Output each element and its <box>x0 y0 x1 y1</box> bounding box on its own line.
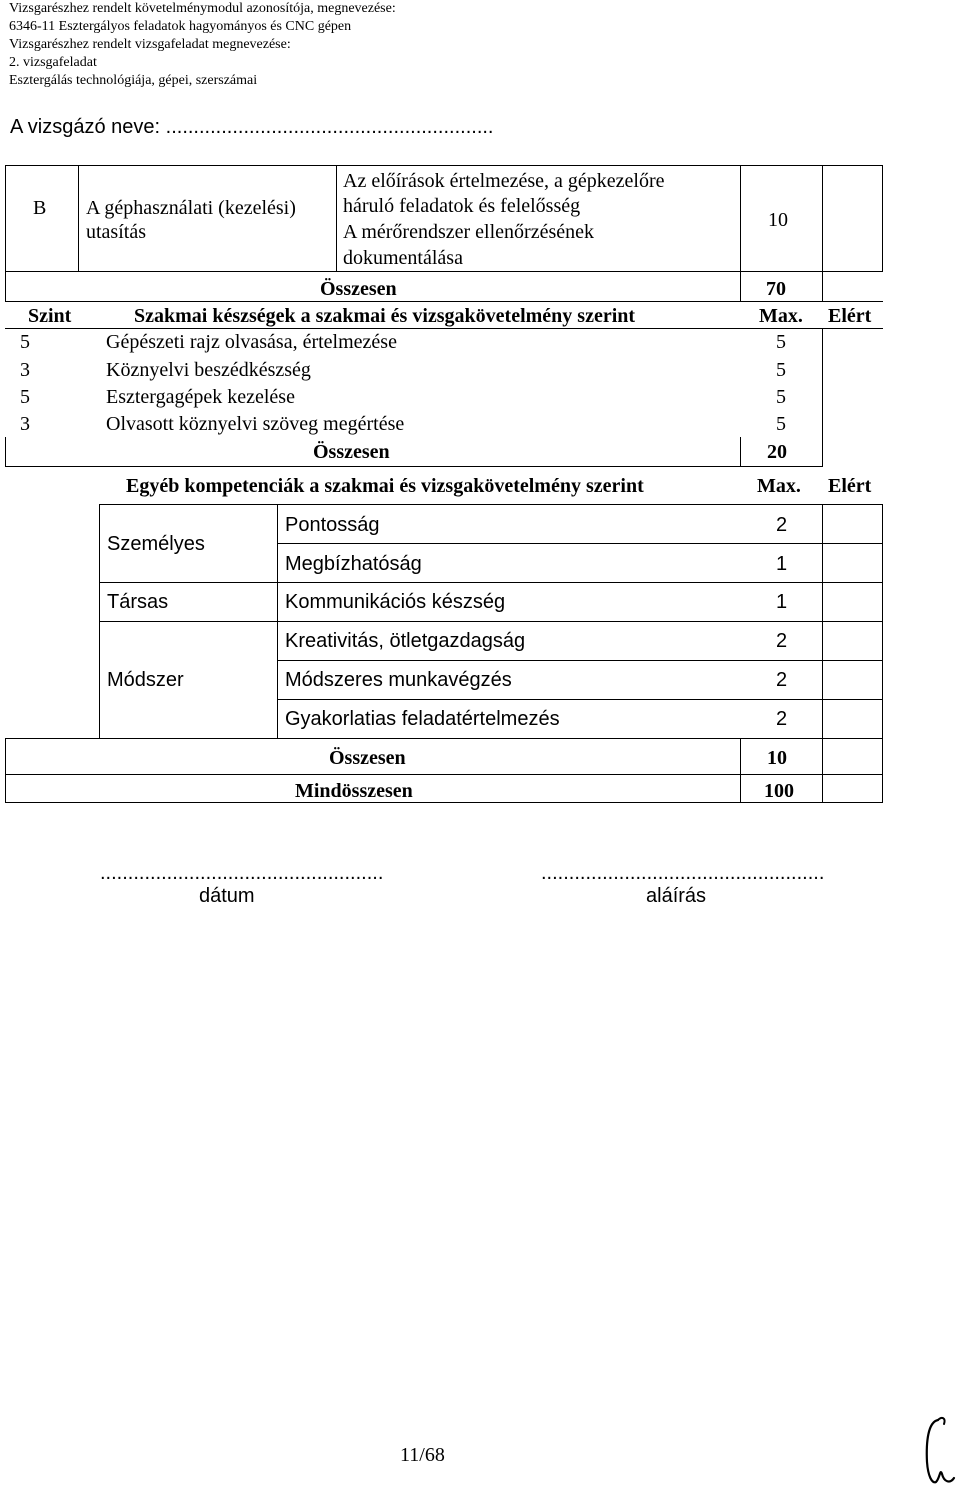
handwritten-initials-icon <box>918 1412 958 1490</box>
col-achieved: Elért <box>828 305 872 327</box>
signature-dots: ................................................... <box>541 862 825 884</box>
section-letter: B <box>33 197 47 219</box>
section-desc-line4: dokumentálása <box>343 247 463 269</box>
skill-max: 5 <box>776 359 786 381</box>
competency-group: Módszer <box>107 669 184 691</box>
competency-max: 2 <box>776 669 788 691</box>
competency-item: Kreativitás, ötletgazdagság <box>285 630 526 652</box>
grand-total-label: Mindösszesen <box>295 780 413 802</box>
competency-max: 1 <box>776 553 788 575</box>
competency-max: 2 <box>776 630 788 652</box>
total-value: 20 <box>767 441 787 463</box>
section-desc-line3: A mérőrendszer ellenőrzésének <box>343 221 594 243</box>
skill-name: Köznyelvi beszédkészség <box>106 359 311 381</box>
section-title-line1: A géphasználati (kezelési) <box>86 197 296 219</box>
competency-max: 2 <box>776 514 788 536</box>
skill-max: 5 <box>776 386 786 408</box>
competencies-title: Egyéb kompetenciák a szakmai és vizsgakövetelmény szerint <box>126 475 644 497</box>
competency-max: 1 <box>776 591 788 613</box>
section-desc-line2: háruló feladatok és felelősség <box>343 195 581 217</box>
col-max: Max. <box>757 475 801 497</box>
col-max: Max. <box>759 305 803 327</box>
skill-name: Olvasott köznyelvi szöveg megértése <box>106 413 405 435</box>
skill-level: 5 <box>20 331 30 353</box>
section-points: 10 <box>768 209 788 231</box>
total-label: Összesen <box>313 441 390 463</box>
document-header <box>9 0 396 90</box>
signature-label: aláírás <box>646 885 707 907</box>
module-label: Vizsgarészhez rendelt követelménymodul azonosítója, megnevezése: <box>9 1 396 16</box>
task-label: Vizsgarészhez rendelt vizsgafeladat megnevezése: <box>9 37 291 52</box>
competency-group: Személyes <box>107 533 205 555</box>
skill-max: 5 <box>776 331 786 353</box>
skill-max: 5 <box>776 413 786 435</box>
competency-max: 2 <box>776 708 788 730</box>
skill-level: 5 <box>20 386 30 408</box>
total-value: 10 <box>767 747 787 769</box>
col-level: Szint <box>28 305 72 327</box>
examinee-name-field: A vizsgázó neve: ........................................................... <box>10 116 494 138</box>
skill-level: 3 <box>20 413 30 435</box>
task-name: Esztergálás technológiája, gépei, szerszámai <box>9 73 258 88</box>
total-label: Összesen <box>320 278 397 300</box>
total-label: Összesen <box>329 747 406 769</box>
module-name: 6346-11 Esztergályos feladatok hagyományos és CNC gépen <box>9 19 352 34</box>
skill-name: Gépészeti rajz olvasása, értelmezése <box>106 331 397 353</box>
competency-item: Pontosság <box>285 514 380 536</box>
date-label: dátum <box>199 885 255 907</box>
skill-name: Esztergagépek kezelése <box>106 386 295 408</box>
skill-level: 3 <box>20 359 30 381</box>
section-desc-line1: Az előírások értelmezése, a gépkezelőre <box>343 170 665 192</box>
task-number: 2. vizsgafeladat <box>9 55 97 70</box>
total-value: 70 <box>766 278 786 300</box>
page-number: 11/68 <box>400 1444 445 1466</box>
date-dots: ................................................... <box>100 862 384 884</box>
competency-item: Kommunikációs készség <box>285 591 506 613</box>
competency-item: Gyakorlatias feladatértelmezés <box>285 708 560 730</box>
grand-total-value: 100 <box>764 780 794 802</box>
competency-item: Megbízhatóság <box>285 553 422 575</box>
competency-item: Módszeres munkavégzés <box>285 669 512 691</box>
col-skills-title: Szakmai készségek a szakmai és vizsgakövetelmény szerint <box>134 305 636 327</box>
competency-group: Társas <box>107 591 169 613</box>
col-achieved: Elért <box>828 475 872 497</box>
section-title-line2: utasítás <box>86 221 146 243</box>
